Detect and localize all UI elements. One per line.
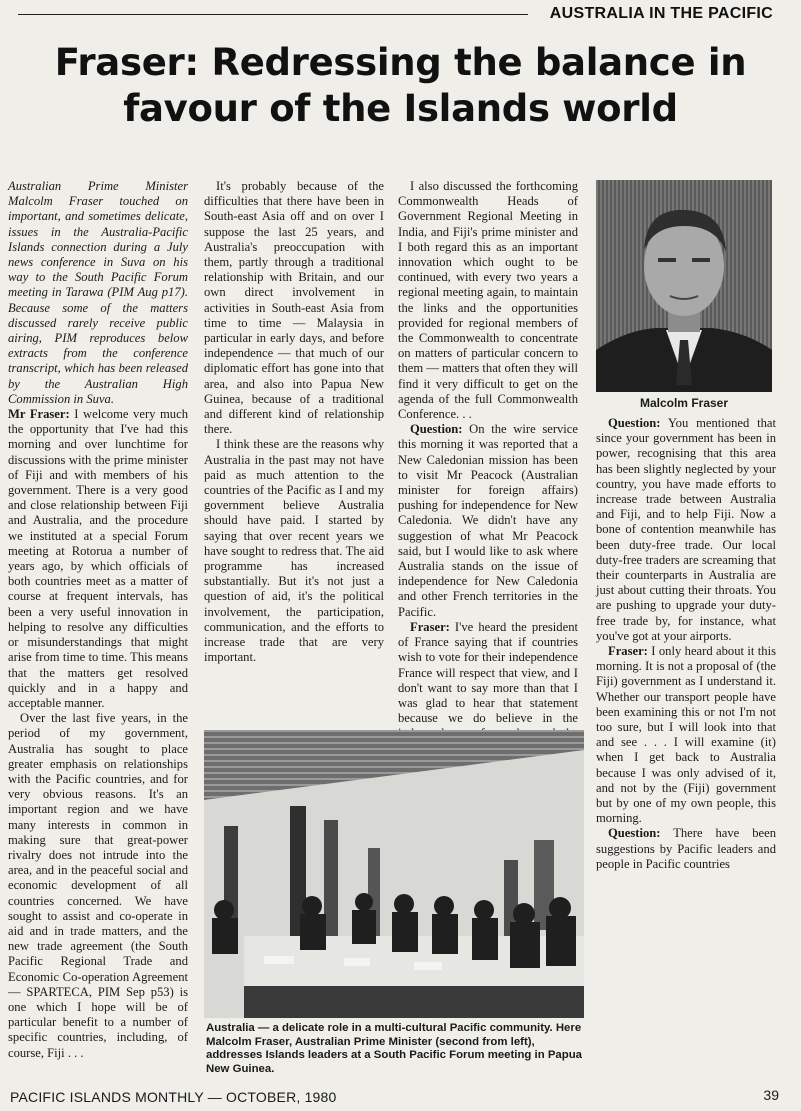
paragraph-text: Over the last five years, in the period of my government, Australia has sought to place greater emphasis on relationships with the Pacific countries, and for very obvious reasons. It's an important region and we have many interests in common in making sure that great-power rivalry does not intrude into the area, and in the peaceful social and economic development of all countries concerned. We have sought to assist and co-operate in aid and in trade matters, and the new trade agreement (the South Pacific Regional Trade and Economic Co-operation Agreement — SPARTECA, PIM Sep p53) is one which I hope will be of particular benefit to a number of specific countries, including, of course, Fiji . . . [8,711,188,1060]
intro-paragraph: Australian Prime Minister Malcolm Fraser touched on important, and sometimes delicate, issues in the Australia-Pacific Islands connection during a July news conference in Suva on his way to the South Pacific Forum meeting in Tarawa (PIM Aug p17). Because some of the matters discussed rarely receive public airing, PIM reproduces below extracts from the conference transcript, which has been released by the Australian High Commission in Suva. [8,179,188,406]
column-3 [398,179,578,818]
header-rule [18,14,528,15]
photo-caption: Australia — a delicate role in a multi-cultural Pacific community. Here Malcolm Fraser, Australian Prime Minister (second from left), addresses Islands leaders at a South Pacific Forum meeting in Papua New Guinea. [206,1022,583,1075]
paragraph-text: I only heard about it this morning. It is not a proposal of (the Fiji) government as I understand it. Whether our transport people have been examining this or not I'm not too sure, but I will look into that and see . . . I will examine (it) when I get back to Australia because I was only advised of it, and not by the (Fiji) government but by one of my own people, this morning. [596,644,776,826]
page-number: 39 [763,1087,779,1103]
paragraph-9 [596,644,776,826]
paragraph-text: I've heard the president of France saying that if countries wish to vote for their independence France will respect that view, and I don't want to say more than that I was glad to hear that statement because we do believe in the [398,619,578,726]
section-label: AUSTRALIA IN THE PACIFIC [549,5,773,22]
column-4 [596,416,776,872]
headline: Fraser: Redressing the balance in favour of the Islands world [54,41,747,130]
speaker-label: Question: [608,416,661,430]
column-1 [8,179,188,1061]
speaker-label: Mr Fraser: [8,407,70,422]
speaker-label: Question: [410,422,463,437]
paragraph-6 [398,422,578,620]
paragraph-3 [204,179,384,437]
column-2 [204,179,384,666]
paragraph-text: It's probably because of the difficulties that there have been in South-east Asia off and on over I suppose the last 25 years, and Australia's preoccupation with them, partly through a traditional relationship with Britain, and our own direct involvement in activities in South-east Asia from time to time — Malaysia in particular in early days, and before independence — that much of our diplomatic effort has gone into that area, and also into Papua New Guinea, because of a traditional and different kind of relationship there. [204,179,384,437]
paragraph-text: There have been suggestions by Pacific leaders and people in Pacific countries [596,826,776,871]
paragraph-5 [398,179,578,422]
portrait-photo [596,180,772,392]
footer-title: PACIFIC ISLANDS MONTHLY — OCTOBER, 1980 [10,1089,337,1105]
portrait-caption: Malcolm Fraser [639,396,729,410]
paragraph-text: You mentioned that since your government has been in power, recognising that this area has been slightly neglected by your country, you have made efforts to increase trade between Australia and Fiji, and to help Fiji. Now a bone of contention meanwhile has been duty-free trade. Our local duty-free traders are screaming that their counterparts in Australia are just about cutting their throats. You are pushing to upgrade your duty-free trade by, for instance, what you've got at your airports. [596,416,776,643]
paragraph-text: I also discussed the forthcoming Commonwealth Heads of Government Regional Meeting in India, and Fiji's prime minister and I both regard this as an important innovation which ought to be continued, with every two years a regional meeting again, to maintain the links and the opportunities provided for regional members of the Commonwealth to concentrate on matters of particular concern to them — matters that often they will find it very difficult to get on the agenda of the full Commonwealth Conference. . . [398,179,578,422]
speaker-label: Question: [608,826,661,841]
paragraph-2 [8,711,188,1061]
paragraph-10 [596,826,776,872]
paragraph-1 [8,407,188,711]
forum-meeting-photo [204,730,584,1018]
speaker-label: Fraser: [608,644,648,659]
paragraph-4 [204,437,384,665]
speaker-label: Fraser: [410,619,450,634]
paragraph-text: On the wire service this morning it was reported that a New Caledonian mission has been to visit Mr Peacock (Australian minister for foreign affairs) pushing for independence for New Caledonia. We didn't have any suggestion of what Mr Peacock said, but I would like to ask where Australia stands on the issue of independence for New Caledonia and other French territories in the Pacific. [398,422,578,619]
paragraph-8 [596,416,776,644]
paragraph-text: I welcome very much the opportunity that I've had this morning and over lunchtime for discussions with the prime minister of Fiji and with members of his government. There is a very good and close relationship between Fiji and Australia, and the procedure we instituted at a special Forum meeting at Rotorua a number of years ago, by which officials of both countries meet as a matter of course at frequent intervals, has been a very useful innovation in helping to resolve any difficulties or misunderstandings that might arise from time to time. This means that the matters get resolved quickly and in a happy and acceptable manner. [8,407,188,710]
paragraph-text: I think these are the reasons why Australia in the past may not have paid as much attention to the countries of the Pacific as I and my government believe Australia should have paid. I started by saying that over recent years we have sought to redress that. The aid programme has increased substantially. But it's not just a question of aid, it's the political involvement, the participation, communication, and the efforts to increase trade that are very important. [204,437,384,665]
